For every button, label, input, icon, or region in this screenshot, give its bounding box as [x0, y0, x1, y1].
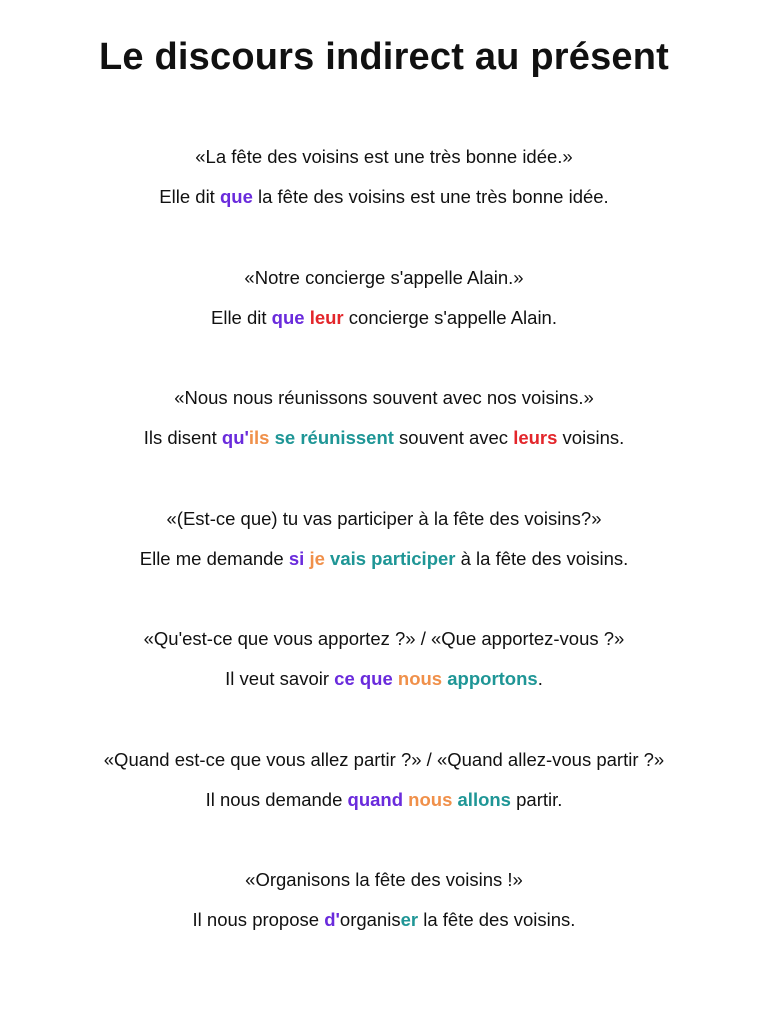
sentence-text: Il veut savoir	[225, 668, 335, 689]
indirect-speech-sentence	[0, 667, 768, 691]
direct-speech-quote: «Qu'est-ce que vous apportez ?» / «Que apportez-vous ?»	[143, 628, 625, 649]
highlight-purple: que	[271, 306, 305, 328]
highlight-orange: ils	[248, 427, 270, 448]
indirect-speech-sentence	[0, 908, 768, 932]
example-block	[0, 507, 768, 571]
sentence-text: la fête des voisins est une très bonne idée.	[252, 186, 609, 207]
sentence-text: .	[537, 668, 543, 689]
example-block	[0, 748, 768, 812]
example-block	[0, 145, 768, 209]
direct-speech-quote: «(Est-ce que) tu vas participer à la fête des voisins?»	[166, 507, 602, 529]
sentence-text: partir.	[510, 788, 563, 810]
indirect-speech-sentence	[0, 306, 768, 330]
sentence-text: Ils disent	[143, 427, 222, 448]
sentence-text: voisins.	[557, 427, 625, 448]
highlight-orange: nous	[397, 668, 443, 689]
direct-speech-quote: «La fête des voisins est une très bonne idée.»	[195, 146, 573, 167]
sentence-text: Elle me demande	[139, 547, 289, 569]
sentence-text: à la fête des voisins.	[455, 547, 629, 569]
highlight-teal: apportons	[447, 668, 538, 689]
indirect-speech-sentence	[0, 788, 768, 812]
example-block	[0, 868, 768, 932]
highlight-purple: d'	[324, 909, 340, 930]
highlight-orange: nous	[408, 788, 453, 810]
example-block	[0, 266, 768, 330]
page-title: Le discours indirect au présent	[98, 36, 670, 78]
highlight-purple: si	[288, 547, 305, 569]
highlight-purple: qu'	[221, 427, 249, 448]
direct-speech-quote: «Quand est-ce que vous allez partir ?» / «Quand allez-vous partir ?»	[103, 748, 665, 770]
highlight-purple: que	[219, 186, 253, 207]
sentence-text: Il nous demande	[205, 788, 348, 810]
sentence-text: concierge s'appelle Alain.	[343, 306, 557, 328]
highlight-teal: er	[400, 909, 419, 930]
highlight-purple: quand	[347, 788, 404, 810]
highlight-teal: vais participer	[330, 547, 456, 569]
sentence-text: la fête des voisins.	[418, 909, 576, 930]
example-block	[0, 627, 768, 691]
direct-speech-quote: «Notre concierge s'appelle Alain.»	[244, 266, 524, 288]
sentence-text: Elle dit	[159, 186, 220, 207]
highlight-orange: je	[309, 547, 325, 569]
direct-speech-quote: «Nous nous réunissons souvent avec nos voisins.»	[174, 387, 594, 408]
sentence-text: Il nous propose	[192, 909, 325, 930]
direct-speech-quote: «Organisons la fête des voisins !»	[245, 869, 523, 890]
sentence-text: Elle dit	[211, 306, 272, 328]
indirect-speech-sentence	[0, 547, 768, 571]
example-block	[0, 386, 768, 450]
highlight-red: leur	[309, 306, 344, 328]
indirect-speech-sentence	[0, 426, 768, 450]
highlight-purple: ce que	[334, 668, 393, 689]
sentence-text: organis	[339, 909, 401, 930]
highlight-teal: allons	[457, 788, 511, 810]
highlight-teal: se réunissent	[274, 427, 394, 448]
sentence-text: souvent avec	[393, 427, 514, 448]
highlight-red: leurs	[513, 427, 558, 448]
indirect-speech-sentence	[0, 185, 768, 209]
